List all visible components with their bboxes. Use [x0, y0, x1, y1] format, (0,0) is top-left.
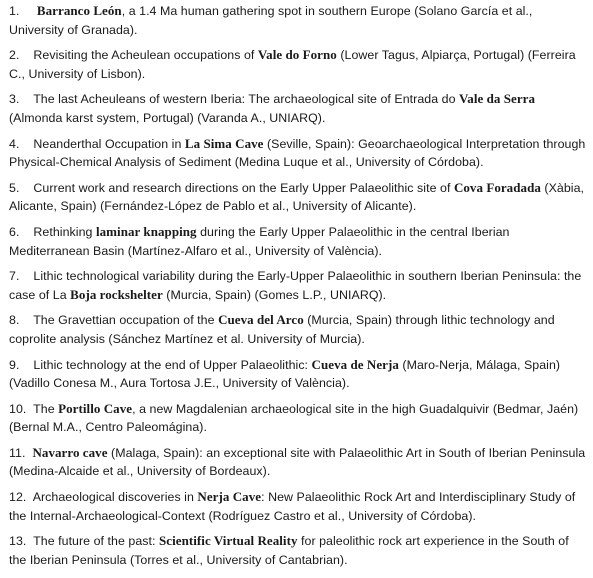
site-name: Barranco León — [36, 3, 122, 18]
list-item — [9, 46, 589, 83]
site-name: Navarro cave — [32, 444, 108, 460]
item-spacer — [19, 137, 33, 151]
site-name: Vale da Serra — [459, 91, 536, 107]
site-name: Boja rockshelter — [70, 286, 163, 302]
item-number: 1. — [9, 4, 20, 18]
item-text: The last Acheuleans of western Iberia: The archaeological site of Entrada do — [33, 92, 460, 107]
item-text: (Maro-Nerja, Málaga, Spain) (Vadillo Conesa M., Aura Tortosa J.E., University of València). — [9, 357, 561, 391]
item-text: Archaeological discoveries in — [32, 490, 198, 505]
list-item — [9, 356, 589, 393]
item-number: 7. — [9, 269, 20, 284]
item-number: 10. — [9, 401, 27, 416]
site-name: Portillo Cave — [58, 400, 133, 416]
item-text: (Murcia, Spain) through lithic technology and coprolite analysis (Sánchez Martínez et al. University of Murcia). — [9, 313, 555, 346]
list-item — [9, 90, 589, 127]
item-number: 9. — [9, 357, 20, 372]
item-number: 5. — [9, 180, 20, 195]
item-number: 4. — [9, 136, 20, 151]
item-text: Lithic technological variability during the Early-Upper Palaeolithic in southern Iberian Peninsula: the case of La — [9, 269, 582, 302]
item-text: Revisiting the Acheulean occupations of — [33, 48, 258, 63]
item-spacer — [19, 4, 36, 18]
site-name: Cova Foradada — [453, 179, 541, 195]
item-text: (Murcia, Spain) (Gomes L.P., UNIARQ). — [162, 287, 387, 302]
item-spacer — [19, 269, 33, 283]
item-number: 2. — [9, 48, 20, 63]
list-item — [9, 311, 589, 348]
site-name: Nerja Cave — [197, 489, 262, 505]
item-text: Neanderthal Occupation in — [33, 136, 185, 151]
item-spacer — [19, 48, 33, 62]
item-number: 6. — [9, 224, 20, 239]
item-spacer — [19, 225, 33, 239]
site-name: laminar knapping — [95, 223, 197, 239]
site-name: Cueva de Nerja — [311, 356, 399, 372]
item-text: (Seville, Spain): Geoarchaeological Interpretation through Physical-Chemical Analysis of Sediment (Medina Luque et al., University of Córdoba). — [9, 136, 586, 170]
list-item — [9, 2, 589, 39]
site-name: La Sima Cave — [184, 135, 264, 151]
item-text: The future of the past: — [33, 534, 160, 549]
item-number: 3. — [9, 92, 20, 107]
site-name: Scientific Virtual Reality — [159, 533, 298, 549]
item-text: , a new Magdalenian archaeological site in the high Guadalquivir (Bedmar, Jaén) (Bernal M.A., Centro Paleomágina). — [9, 401, 579, 435]
list-item — [9, 267, 589, 304]
list-item — [9, 135, 589, 172]
item-number: 13. — [9, 534, 27, 549]
item-text: : New Palaeolithic Rock Art and Interdisciplinary Study of the Internal-Archaeological-Context (Rodríguez Castro et al., University of Córdoba). — [9, 490, 576, 523]
item-text: Current work and research directions on the Early Upper Palaeolithic site of — [33, 180, 454, 195]
item-text: (Malaga, Spain): an exceptional site with Palaeolithic Art in South of Iberian Peninsula (Medina-Alcaide et al., University of Bordeaux). — [9, 445, 586, 479]
item-text: (Xàbia, Alicante, Spain) (Fernández-López de Pablo et al., University of Alicante). — [9, 180, 585, 214]
list-item — [9, 400, 589, 437]
list-item — [9, 444, 589, 481]
item-spacer — [19, 92, 33, 106]
list-item — [9, 179, 589, 216]
item-number: 12. — [9, 490, 27, 505]
list-item — [9, 532, 589, 569]
item-text: during the Early Upper Palaeolithic in the central Iberian Mediterranean Basin (Martínez-Alfaro et al., University of València). — [9, 224, 510, 258]
presentation-list — [9, 2, 589, 576]
item-text: , a 1.4 Ma human gathering spot in southern Europe (Solano García et al., University of Granada). — [9, 4, 533, 37]
item-spacer — [19, 313, 33, 327]
list-item — [9, 488, 589, 525]
site-name: Vale do Forno — [257, 47, 337, 63]
item-text: for paleolithic rock art experience in the South of the Iberian Peninsula (Torres et al., University of Cantabrian). — [9, 534, 569, 567]
site-name: Cueva del Arco — [218, 312, 304, 328]
item-number: 11. — [9, 445, 26, 460]
item-text: (Lower Tagus, Alpiarça, Portugal) (Ferreira C., University of Lisbon). — [9, 48, 576, 81]
item-spacer — [19, 181, 33, 195]
item-spacer — [19, 358, 33, 372]
item-text: Lithic technology at the end of Upper Palaeolithic: — [33, 357, 312, 372]
item-text: (Almonda karst system, Portugal) (Varanda A., UNIARQ). — [9, 110, 326, 125]
item-text: Rethinking — [33, 224, 96, 239]
list-item — [9, 223, 589, 260]
item-text: The Gravettian occupation of the — [33, 313, 219, 328]
item-text: The — [33, 401, 59, 416]
item-number: 8. — [9, 313, 20, 328]
